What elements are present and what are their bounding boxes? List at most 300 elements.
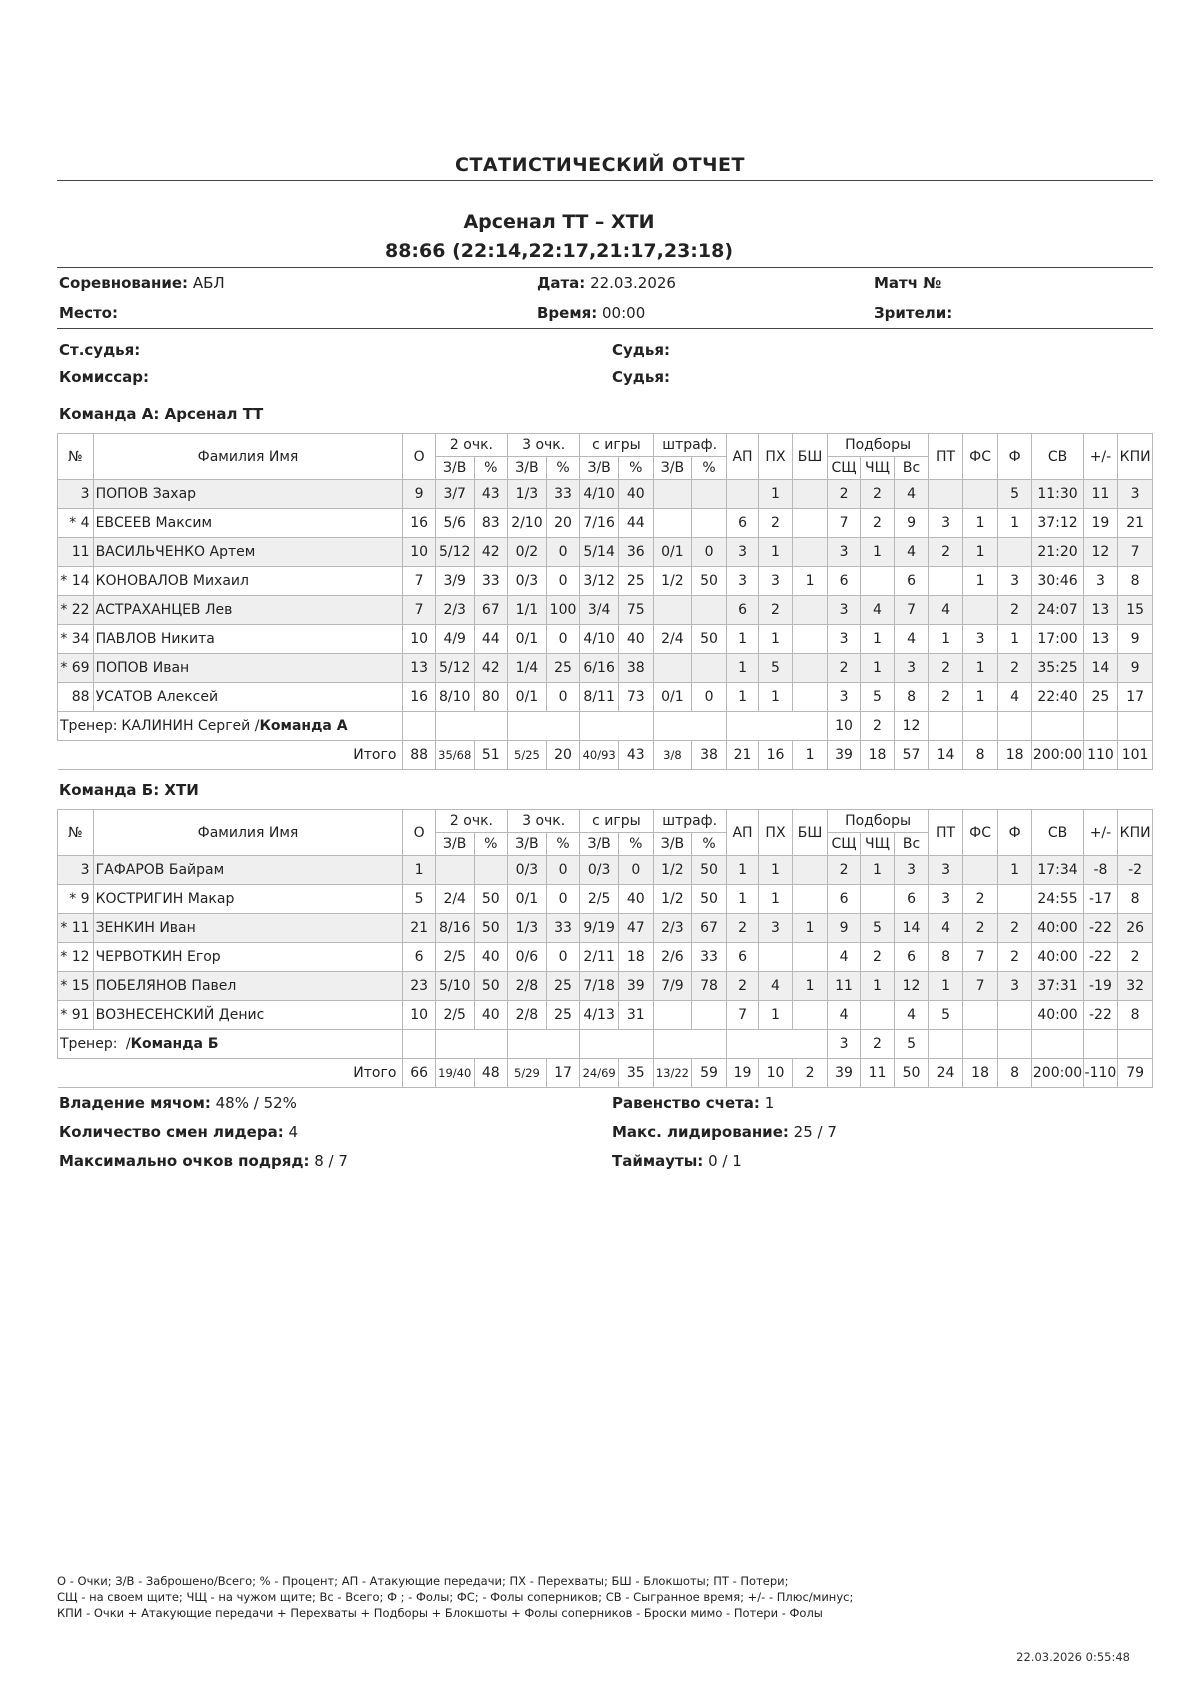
cell-turnovers: 2: [928, 538, 963, 567]
totals-label: Итого: [58, 741, 403, 770]
cell-number: * 9: [58, 885, 94, 914]
cell-player-name: КОСТРИГИН Макар: [93, 885, 403, 914]
timeouts-label: Таймауты:: [612, 1152, 704, 1170]
cell-2pt-pct: 50: [474, 885, 508, 914]
cell-fouls-drawn: 2: [963, 885, 998, 914]
head-referee-label: Ст.судья:: [59, 341, 141, 359]
cell-2pt-made-att: 5/10: [435, 972, 474, 1001]
cell-2pt-pct: 43: [474, 480, 508, 509]
table-row: [58, 943, 1153, 972]
cell-number: 11: [58, 538, 94, 567]
cell-ft-pct: [692, 480, 727, 509]
cell-def-reb: 3: [828, 683, 860, 712]
cell-turnovers: 3: [928, 856, 963, 885]
cell-assists: [726, 480, 758, 509]
cell-fouls: 1: [997, 856, 1032, 885]
cell-empty: [653, 1030, 726, 1059]
cell-off-reb: 5: [860, 914, 895, 943]
coach-cell: [58, 712, 403, 741]
cell-fouls-drawn: 1: [963, 654, 998, 683]
cell-number: 88: [58, 683, 94, 712]
cell-3pt-made-att: 2/10: [508, 509, 547, 538]
header-percent: %: [692, 457, 727, 480]
header-two: 2 очк.: [435, 810, 507, 833]
header-percent: %: [619, 833, 654, 856]
cell-ft-pct: [692, 1001, 727, 1030]
cell-2pt-made-att: 2/3: [435, 596, 474, 625]
cell-assists: 1: [726, 654, 758, 683]
cell-empty: [1118, 712, 1153, 741]
cell-off-reb: 4: [860, 596, 895, 625]
cell-player-name: ЗЕНКИН Иван: [93, 914, 403, 943]
cell-total-minutes: 200:00: [1032, 741, 1083, 770]
cell-plus-minus: 3: [1083, 567, 1118, 596]
cell-fouls: 1: [997, 625, 1032, 654]
cell-number: * 11: [58, 914, 94, 943]
cell-fg-made-att: 3/4: [580, 596, 619, 625]
cell-total-off-reb: 18: [860, 741, 895, 770]
cell-total-fg-made-att: 24/69: [580, 1059, 619, 1088]
header-off-rebounds: ЧЩ: [860, 833, 895, 856]
cell-total-steals: 10: [759, 1059, 792, 1088]
header-made-attempted: З/В: [653, 457, 692, 480]
cell-3pt-pct: 25: [546, 1001, 580, 1030]
cell-def-reb: 4: [828, 943, 860, 972]
cell-3pt-pct: 33: [546, 914, 580, 943]
match-number-row: [874, 274, 941, 292]
cell-steals: 2: [759, 509, 792, 538]
abbreviations-legend: [57, 1573, 853, 1621]
header-to: ПТ: [928, 434, 963, 480]
cell-fouls-drawn: 7: [963, 972, 998, 1001]
cell-player-name: ЧЕРВОТКИН Егор: [93, 943, 403, 972]
cell-3pt-made-att: 0/1: [508, 625, 547, 654]
cell-steals: 5: [759, 654, 792, 683]
cell-2pt-pct: 42: [474, 654, 508, 683]
cell-ft-pct: 0: [692, 683, 727, 712]
cell-def-reb: 3: [828, 625, 860, 654]
place-label: Место:: [59, 304, 118, 322]
cell-ft-pct: [692, 509, 727, 538]
header-number: №: [58, 434, 94, 480]
cell-3pt-pct: 0: [546, 856, 580, 885]
cell-def-reb: 2: [828, 480, 860, 509]
cell-total-total-reb: 50: [895, 1059, 929, 1088]
cell-blocks: 1: [792, 567, 828, 596]
legend-line: КПИ - Очки + Атакующие передачи + Перехваты + Подборы + Блокшоты + Фолы соперников - Броски мимо - Потери - Фолы: [57, 1606, 823, 1620]
cell-fouls-drawn: 1: [963, 683, 998, 712]
cell-empty: [580, 1030, 653, 1059]
cell-fouls: 4: [997, 683, 1032, 712]
cell-total-fouls-drawn: 18: [963, 1059, 998, 1088]
cell-empty: [928, 1030, 963, 1059]
cell-plus-minus: 13: [1083, 625, 1118, 654]
match-number-label: Матч №: [874, 274, 942, 292]
cell-blocks: [792, 625, 828, 654]
cell-steals: [759, 943, 792, 972]
max-lead-row: [612, 1123, 837, 1141]
cell-blocks: [792, 1001, 828, 1030]
cell-3pt-pct: 33: [546, 480, 580, 509]
cell-ft-made-att: 2/3: [653, 914, 692, 943]
cell-steals: 1: [759, 625, 792, 654]
cell-blocks: 1: [792, 914, 828, 943]
header-eff: КПИ: [1118, 810, 1153, 856]
header-made-attempted: З/В: [508, 833, 547, 856]
cell-total-3pt-made-att: 5/29: [508, 1059, 547, 1088]
cell-ft-pct: 67: [692, 914, 727, 943]
cell-total-reb: 4: [895, 538, 929, 567]
cell-team-rebounds: 12: [895, 712, 929, 741]
cell-total-total-reb: 57: [895, 741, 929, 770]
divider: [57, 267, 1153, 268]
cell-minutes: 11:30: [1032, 480, 1083, 509]
cell-fg-made-att: 4/10: [580, 480, 619, 509]
cell-empty: [508, 1030, 580, 1059]
cell-total-assists: 19: [726, 1059, 758, 1088]
cell-assists: 6: [726, 596, 758, 625]
cell-minutes: 17:00: [1032, 625, 1083, 654]
cell-ft-pct: [692, 596, 727, 625]
header-off-rebounds: ЧЩ: [860, 457, 895, 480]
cell-total-reb: 14: [895, 914, 929, 943]
cell-points: 21: [403, 914, 435, 943]
cell-3pt-made-att: 0/2: [508, 538, 547, 567]
cell-minutes: 40:00: [1032, 914, 1083, 943]
cell-3pt-made-att: 0/1: [508, 683, 547, 712]
cell-2pt-made-att: 5/6: [435, 509, 474, 538]
cell-3pt-made-att: 0/3: [508, 567, 547, 596]
cell-player-name: ВОЗНЕСЕНСКИЙ Денис: [93, 1001, 403, 1030]
team-b-stats-table: [57, 809, 1153, 1088]
cell-empty: [653, 712, 726, 741]
cell-points: 13: [403, 654, 435, 683]
cell-plus-minus: -8: [1083, 856, 1118, 885]
cell-player-name: ВАСИЛЬЧЕНКО Артем: [93, 538, 403, 567]
cell-efficiency: 32: [1118, 972, 1153, 1001]
cell-empty: [435, 1030, 507, 1059]
referee2-row: [612, 368, 670, 386]
cell-3pt-made-att: 0/6: [508, 943, 547, 972]
cell-2pt-pct: 50: [474, 914, 508, 943]
cell-2pt-made-att: 2/5: [435, 1001, 474, 1030]
cell-total-fouls-drawn: 8: [963, 741, 998, 770]
totals-row: [58, 1059, 1153, 1088]
cell-efficiency: 15: [1118, 596, 1153, 625]
cell-2pt-made-att: 2/4: [435, 885, 474, 914]
lead-changes-label: Количество смен лидера:: [59, 1123, 284, 1141]
cell-total-reb: 3: [895, 654, 929, 683]
cell-turnovers: 3: [928, 509, 963, 538]
header-number: №: [58, 810, 94, 856]
cell-efficiency: 17: [1118, 683, 1153, 712]
cell-empty: [403, 712, 435, 741]
cell-3pt-pct: 0: [546, 625, 580, 654]
cell-team-rebounds: 10: [828, 712, 860, 741]
cell-points: 6: [403, 943, 435, 972]
cell-3pt-made-att: 0/3: [508, 856, 547, 885]
header-to: ПТ: [928, 810, 963, 856]
cell-fouls-drawn: [963, 596, 998, 625]
table-row: [58, 654, 1153, 683]
competition-value: АБЛ: [192, 274, 225, 292]
header-ft: штраф.: [653, 810, 726, 833]
legend-line: О - Очки; З/В - Заброшено/Всего; % - Процент; АП - Атакующие передачи; ПХ - Перехваты; БШ - Блокшоты; ПТ - Потери;: [57, 1574, 789, 1588]
header-total-rebounds: Вс: [895, 833, 929, 856]
cell-points: 10: [403, 538, 435, 567]
header-blocks: БШ: [792, 810, 828, 856]
table-row: [58, 596, 1153, 625]
cell-2pt-pct: 83: [474, 509, 508, 538]
totals-row: [58, 741, 1153, 770]
cell-number: * 15: [58, 972, 94, 1001]
header-fd: ФС: [963, 810, 998, 856]
header-percent: %: [474, 833, 508, 856]
match-title: Арсенал ТТ – ХТИ: [463, 211, 655, 233]
cell-off-reb: [860, 885, 895, 914]
header-rebounds: Подборы: [828, 810, 928, 833]
possession-row: [59, 1094, 297, 1112]
cell-team-rebounds: 5: [895, 1030, 929, 1059]
spectators-label: Зрители:: [874, 304, 953, 322]
cell-player-name: АСТРАХАНЦЕВ Лев: [93, 596, 403, 625]
cell-fouls-drawn: 1: [963, 538, 998, 567]
cell-fg-pct: 25: [619, 567, 654, 596]
header-player-name: Фамилия Имя: [93, 434, 403, 480]
cell-total-2pt-pct: 51: [474, 741, 508, 770]
header-percent: %: [619, 457, 654, 480]
date-row: [537, 274, 676, 292]
cell-efficiency: 2: [1118, 943, 1153, 972]
cell-minutes: 17:34: [1032, 856, 1083, 885]
cell-ft-pct: 0: [692, 538, 727, 567]
commissioner-row: [59, 368, 149, 386]
cell-fouls: [997, 885, 1032, 914]
cell-fouls-drawn: 2: [963, 914, 998, 943]
cell-total-reb: 6: [895, 567, 929, 596]
cell-total-reb: 7: [895, 596, 929, 625]
cell-fg-made-att: 8/11: [580, 683, 619, 712]
cell-steals: 4: [759, 972, 792, 1001]
header-steals: ПХ: [759, 434, 792, 480]
cell-plus-minus: 25: [1083, 683, 1118, 712]
cell-efficiency: 9: [1118, 654, 1153, 683]
table-row: [58, 538, 1153, 567]
cell-fouls: 5: [997, 480, 1032, 509]
cell-empty: [963, 1030, 998, 1059]
cell-ft-made-att: 7/9: [653, 972, 692, 1001]
cell-efficiency: 21: [1118, 509, 1153, 538]
cell-total-turnovers: 14: [928, 741, 963, 770]
cell-3pt-pct: 20: [546, 509, 580, 538]
max-run-value: 8 / 7: [314, 1152, 348, 1170]
cell-total-reb: 3: [895, 856, 929, 885]
header-made-attempted: З/В: [653, 833, 692, 856]
cell-efficiency: 9: [1118, 625, 1153, 654]
cell-assists: 1: [726, 856, 758, 885]
referee1-label: Судья:: [612, 341, 671, 359]
cell-number: * 22: [58, 596, 94, 625]
cell-turnovers: [928, 567, 963, 596]
cell-total-points: 66: [403, 1059, 435, 1088]
divider: [57, 180, 1153, 181]
table-row: [58, 1001, 1153, 1030]
table-row: [58, 683, 1153, 712]
cell-def-reb: 9: [828, 914, 860, 943]
cell-off-reb: 1: [860, 972, 895, 1001]
coach-team: Команда Б: [130, 1036, 219, 1052]
header-pf: Ф: [997, 810, 1032, 856]
cell-blocks: [792, 885, 828, 914]
cell-fouls-drawn: [963, 480, 998, 509]
cell-ft-made-att: 0/1: [653, 683, 692, 712]
cell-points: 10: [403, 625, 435, 654]
competition-label: Соревнование:: [59, 274, 189, 292]
cell-points: 1: [403, 856, 435, 885]
cell-efficiency: 7: [1118, 538, 1153, 567]
cell-total-reb: 6: [895, 943, 929, 972]
cell-turnovers: 3: [928, 885, 963, 914]
cell-minutes: 30:46: [1032, 567, 1083, 596]
cell-minutes: 24:07: [1032, 596, 1083, 625]
cell-points: 7: [403, 567, 435, 596]
cell-2pt-made-att: [435, 856, 474, 885]
cell-total-fouls: 8: [997, 1059, 1032, 1088]
cell-total-efficiency: 101: [1118, 741, 1153, 770]
cell-minutes: 35:25: [1032, 654, 1083, 683]
cell-2pt-made-att: 3/7: [435, 480, 474, 509]
cell-total-def-reb: 39: [828, 1059, 860, 1088]
cell-player-name: ЕВСЕЕВ Максим: [93, 509, 403, 538]
cell-fg-made-att: 3/12: [580, 567, 619, 596]
header-percent: %: [546, 833, 580, 856]
cell-turnovers: 4: [928, 596, 963, 625]
cell-total-ft-made-att: 3/8: [653, 741, 692, 770]
cell-fouls: 2: [997, 914, 1032, 943]
cell-ft-made-att: [653, 509, 692, 538]
cell-total-ft-made-att: 13/22: [653, 1059, 692, 1088]
max-run-label: Максимально очков подряд:: [59, 1152, 310, 1170]
cell-total-reb: 12: [895, 972, 929, 1001]
cell-fouls: 2: [997, 943, 1032, 972]
cell-points: 9: [403, 480, 435, 509]
cell-total-reb: 4: [895, 625, 929, 654]
cell-fouls-drawn: 7: [963, 943, 998, 972]
coach-cell: [58, 1030, 403, 1059]
ties-value: 1: [764, 1094, 775, 1112]
cell-steals: 3: [759, 914, 792, 943]
max-lead-value: 25 / 7: [793, 1123, 837, 1141]
cell-fouls: 3: [997, 972, 1032, 1001]
report-title: СТАТИСТИЧЕСКИЙ ОТЧЕТ: [455, 154, 745, 176]
cell-fouls: [997, 538, 1032, 567]
cell-steals: 1: [759, 885, 792, 914]
team-a-heading: Команда А: Арсенал ТТ: [59, 405, 264, 423]
commissioner-label: Комиссар:: [59, 368, 149, 386]
cell-total-off-reb: 11: [860, 1059, 895, 1088]
cell-ft-pct: 50: [692, 567, 727, 596]
cell-efficiency: 8: [1118, 1001, 1153, 1030]
cell-3pt-pct: 0: [546, 885, 580, 914]
cell-ft-pct: 50: [692, 885, 727, 914]
header-assists: АП: [726, 810, 758, 856]
cell-def-reb: 4: [828, 1001, 860, 1030]
cell-fg-pct: 38: [619, 654, 654, 683]
cell-player-name: УСАТОВ Алексей: [93, 683, 403, 712]
cell-assists: 2: [726, 914, 758, 943]
lead-changes-row: [59, 1123, 298, 1141]
cell-player-name: КОНОВАЛОВ Михаил: [93, 567, 403, 596]
possession-value: 48% / 52%: [215, 1094, 297, 1112]
cell-points: 5: [403, 885, 435, 914]
cell-fg-made-att: 5/14: [580, 538, 619, 567]
cell-plus-minus: -17: [1083, 885, 1118, 914]
cell-steals: 2: [759, 596, 792, 625]
header-total-rebounds: Вс: [895, 457, 929, 480]
cell-turnovers: 1: [928, 972, 963, 1001]
cell-fg-pct: 47: [619, 914, 654, 943]
cell-turnovers: 2: [928, 654, 963, 683]
cell-total-minutes: 200:00: [1032, 1059, 1083, 1088]
cell-plus-minus: 13: [1083, 596, 1118, 625]
cell-total-2pt-pct: 48: [474, 1059, 508, 1088]
cell-empty: [997, 1030, 1032, 1059]
cell-fg-made-att: 4/10: [580, 625, 619, 654]
header-percent: %: [692, 833, 727, 856]
cell-empty: [580, 712, 653, 741]
cell-minutes: 40:00: [1032, 943, 1083, 972]
cell-off-reb: 2: [860, 943, 895, 972]
coach-team: Команда А: [259, 718, 348, 734]
cell-3pt-made-att: 1/4: [508, 654, 547, 683]
cell-fg-made-att: 4/13: [580, 1001, 619, 1030]
cell-empty: [1083, 1030, 1118, 1059]
cell-empty: [1032, 1030, 1083, 1059]
coach-row: [58, 712, 1153, 741]
cell-blocks: 1: [792, 972, 828, 1001]
cell-blocks: [792, 480, 828, 509]
cell-points: 10: [403, 1001, 435, 1030]
cell-3pt-pct: 0: [546, 538, 580, 567]
cell-ft-pct: 50: [692, 856, 727, 885]
cell-efficiency: 26: [1118, 914, 1153, 943]
divider: [57, 328, 1153, 329]
cell-total-turnovers: 24: [928, 1059, 963, 1088]
cell-3pt-made-att: 0/1: [508, 885, 547, 914]
cell-fouls: 2: [997, 596, 1032, 625]
cell-ft-made-att: [653, 654, 692, 683]
cell-def-reb: 3: [828, 538, 860, 567]
header-rebounds: Подборы: [828, 434, 928, 457]
cell-fg-made-att: 2/5: [580, 885, 619, 914]
cell-2pt-pct: 80: [474, 683, 508, 712]
header-percent: %: [546, 457, 580, 480]
cell-empty: [1083, 712, 1118, 741]
header-made-attempted: З/В: [435, 457, 474, 480]
cell-def-reb: 2: [828, 856, 860, 885]
cell-blocks: [792, 943, 828, 972]
cell-fg-pct: 73: [619, 683, 654, 712]
cell-assists: 6: [726, 943, 758, 972]
cell-off-reb: 2: [860, 480, 895, 509]
cell-off-reb: 1: [860, 856, 895, 885]
cell-steals: 1: [759, 538, 792, 567]
cell-total-blocks: 1: [792, 741, 828, 770]
cell-empty: [403, 1030, 435, 1059]
cell-player-name: ГАФАРОВ Байрам: [93, 856, 403, 885]
cell-empty: [726, 712, 828, 741]
cell-total-plus-minus: -110: [1083, 1059, 1118, 1088]
